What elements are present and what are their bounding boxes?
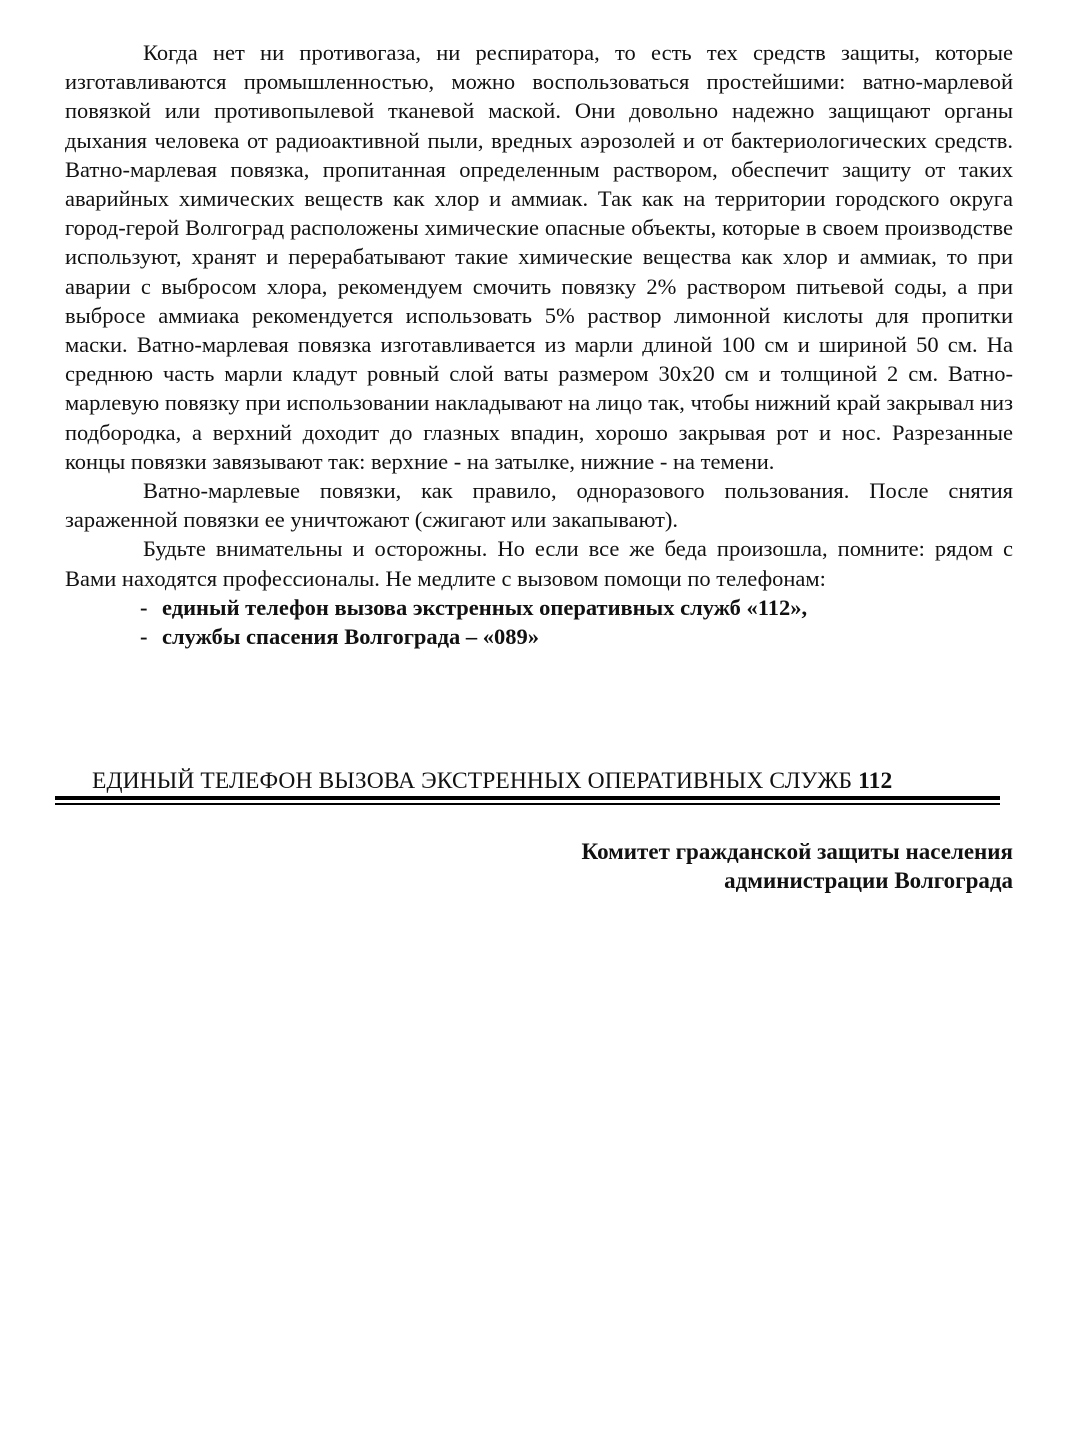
list-item: [140, 593, 1013, 622]
list-item-text: службы спасения Волгограда – «089»: [162, 624, 540, 650]
emergency-banner: [92, 766, 892, 796]
emergency-phone-list: [65, 593, 1013, 651]
list-item: [140, 622, 1013, 651]
banner-text: ЕДИНЫЙ ТЕЛЕФОН ВЫЗОВА ЭКСТРЕННЫХ ОПЕРАТИВНЫХ СЛУЖБ: [92, 768, 853, 794]
list-item-text: единый телефон вызова экстренных оперативных служб «112»,: [162, 594, 808, 620]
signature-block: [582, 837, 1013, 895]
signature-line-1: Комитет гражданской защиты населения: [581, 839, 1013, 864]
banner-rule-thick: [55, 796, 1000, 800]
document-body: [65, 38, 1013, 651]
list-dash: -: [140, 594, 148, 620]
paragraph-protection-methods: Когда нет ни противогаза, ни респиратора, то есть тех средств защиты, которые изготавливаются промышленностью, можно воспользоваться простейшими: ватно-марлевой повязкой или противопылевой тканевой маской. Они довольно надежно защищают органы дыхания человека от радиоактивной пыли, вредных аэрозолей и от бактериологических средств. Ватно-марлевая повязка, пропитанная определенным раствором, обеспечит защиту от таких аварийных химических веществ как хлор и аммиак. Так как на территории городского округа город-герой Волгоград расположены химические опасные объекты, которые в своем производстве используют, хранят и перерабатывают такие химические вещества как хлор и аммиак, то при аварии с выбросом хлора, рекомендуем смочить повязку 2% раствором питьевой соды, а при выбросе аммиака рекомендуется использовать 5% раствор лимонной кислоты для пропитки маски. Ватно-марлевая повязка изготавливается из марли длиной 100 см и шириной 50 см. На среднюю часть марли кладут ровный слой ваты размером 30х20 см и толщиной 2 см. Ватно-марлевую повязку при использовании накладывают на лицо так, чтобы нижний край закрывал низ подбородка, а верхний доходит до глазных впадин, хорошо закрывая рот и нос. Разрезанные концы повязки завязывают так: верхние - на затылке, нижние - на темени.: [65, 40, 1013, 474]
signature-line-2: администрации Волгограда: [724, 868, 1013, 893]
paragraph-disposal: Ватно-марлевые повязки, как правило, одноразового пользования. После снятия зараженной повязки ее уничтожают (сжигают или закапывают).: [65, 478, 1013, 533]
banner-rule-thin: [55, 803, 1000, 805]
banner-number: 112: [858, 768, 893, 794]
paragraph-call-for-help: Будьте внимательны и осторожны. Но если все же беда произошла, помните: рядом с Вами находятся профессионалы. Не медлите с вызовом помощи по телефонам:: [65, 536, 1013, 591]
list-dash: -: [140, 624, 148, 650]
